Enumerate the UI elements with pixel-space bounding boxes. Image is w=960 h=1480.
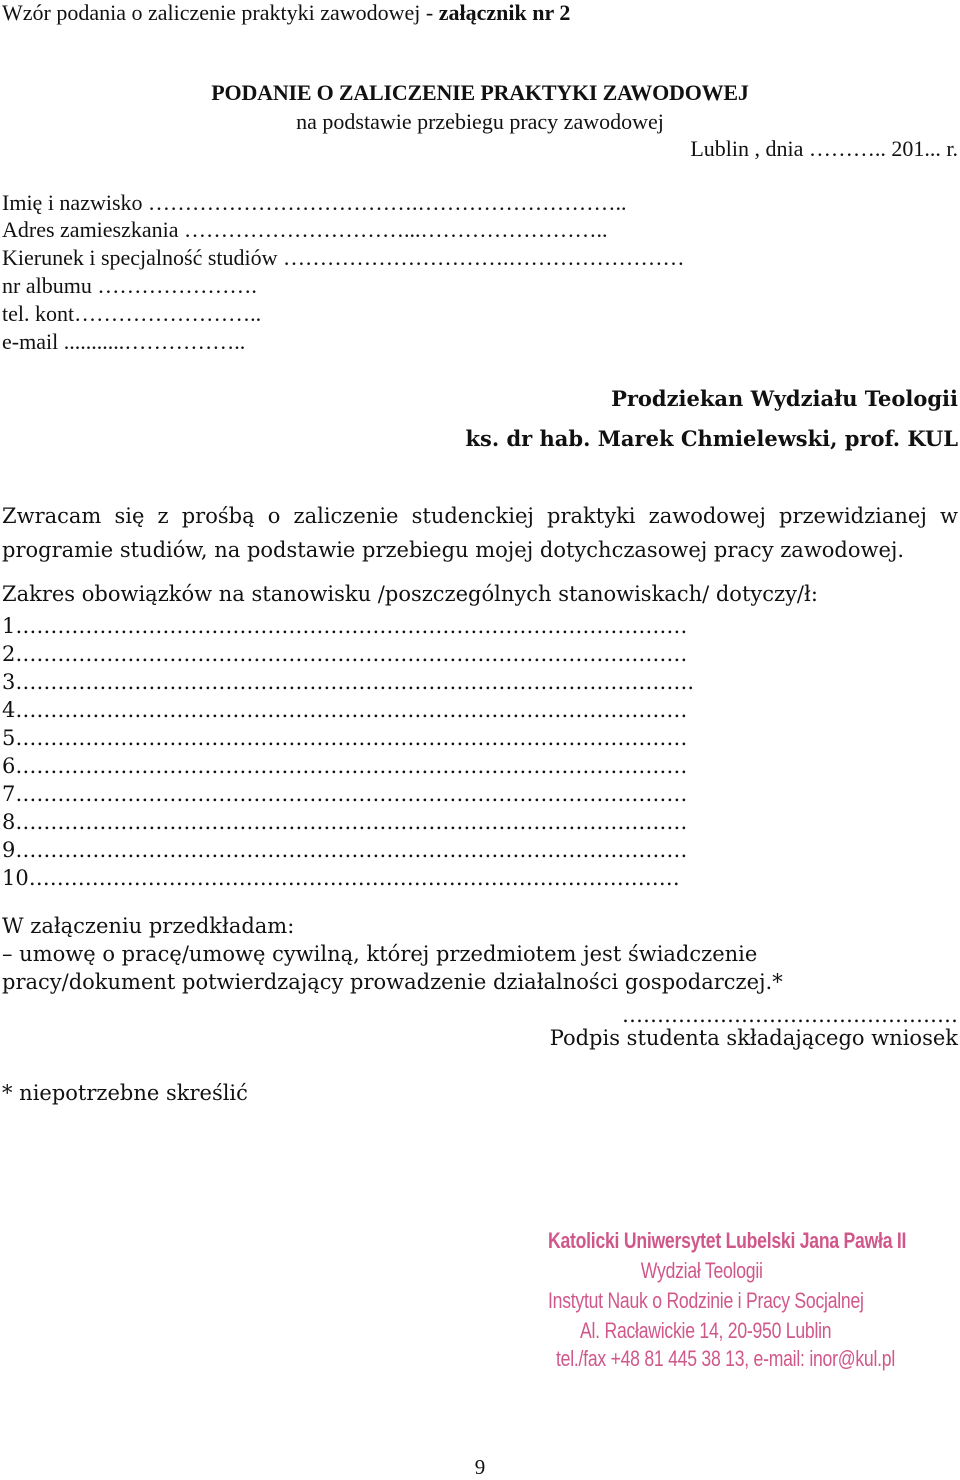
document-heading — [2, 0, 570, 26]
footnote: * niepotrzebne skreślić — [2, 1081, 248, 1105]
duty-item: 9…………………………………………………………………………………… — [2, 838, 688, 862]
attachments-line-2: pracy/dokument potwierdzający prowadzenie działalności gospodarczej.* — [2, 970, 783, 994]
attachments-intro: W załączeniu przedkładam: — [2, 914, 295, 938]
duty-item: 5…………………………………………………………………………………… — [2, 726, 688, 750]
signature-line: ………………………………………… — [622, 1003, 958, 1027]
recipient-title: Prodziekan Wydziału Teologii — [611, 386, 958, 411]
duty-item: 2…………………………………………………………………………………… — [2, 642, 688, 666]
stamp-institute: Instytut Nauk o Rodzinie i Pracy Socjalnej — [548, 1288, 864, 1313]
email-field: e-mail ...........…………….. — [2, 329, 246, 354]
duty-item: 4…………………………………………………………………………………… — [2, 698, 688, 722]
duty-item: 1…………………………………………………………………………………… — [2, 614, 688, 638]
signature-label: Podpis studenta składającego wniosek — [549, 1026, 958, 1050]
attachments-line-1: – umowę o pracę/umowę cywilną, której przedmiotem jest świadczenie — [2, 942, 758, 966]
album-number-field: nr albumu …………………. — [2, 273, 257, 298]
duty-item: 10………………………………………………………………………………… — [2, 866, 680, 890]
document-heading-text: Wzór podania o zaliczenie praktyki zawodowej - — [2, 0, 439, 25]
stamp-university: Katolicki Uniwersytet Lubelski Jana Pawła II — [548, 1228, 907, 1253]
duty-item: 8…………………………………………………………………………………… — [2, 810, 688, 834]
duty-item: 3……………………………………………………………………………………. — [2, 670, 695, 694]
major-field: Kierunek i specjalność studiów ………………………….…………………… — [2, 245, 685, 270]
place-date-line: Lublin , dnia ……….. 201... r. — [690, 136, 958, 161]
page-number: 9 — [474, 1455, 486, 1479]
duties-intro: Zakres obowiązków na stanowisku /poszczególnych stanowiskach/ dotyczy/ł: — [2, 582, 818, 606]
duty-item: 6…………………………………………………………………………………… — [2, 754, 688, 778]
request-line-1: Zwracam się z prośbą o zaliczenie studenckiej praktyki zawodowej przewidzianej w — [2, 504, 958, 528]
name-field: Imię i nazwisko ……………………………….……………………….. — [2, 190, 627, 215]
recipient-name: ks. dr hab. Marek Chmielewski, prof. KUL — [465, 426, 958, 451]
form-title: PODANIE O ZALICZENIE PRAKTYKI ZAWODOWEJ — [211, 80, 749, 105]
attachment-number: załącznik nr 2 — [438, 0, 571, 25]
stamp-address: Al. Racławickie 14, 20-950 Lublin — [580, 1318, 832, 1343]
duty-item: 7…………………………………………………………………………………… — [2, 782, 688, 806]
stamp-contact: tel./fax +48 81 445 38 13, e-mail: inor@kul.pl — [556, 1346, 895, 1371]
address-field: Adres zamieszkania …………………………...…………………….. — [2, 217, 608, 242]
request-line-2: programie studiów, na podstawie przebiegu mojej dotychczasowej pracy zawodowej. — [2, 538, 905, 562]
form-subtitle: na podstawie przebiegu pracy zawodowej — [296, 109, 664, 134]
stamp-faculty: Wydział Teologii — [640, 1258, 763, 1283]
phone-field: tel. kont…………………….. — [2, 301, 262, 326]
